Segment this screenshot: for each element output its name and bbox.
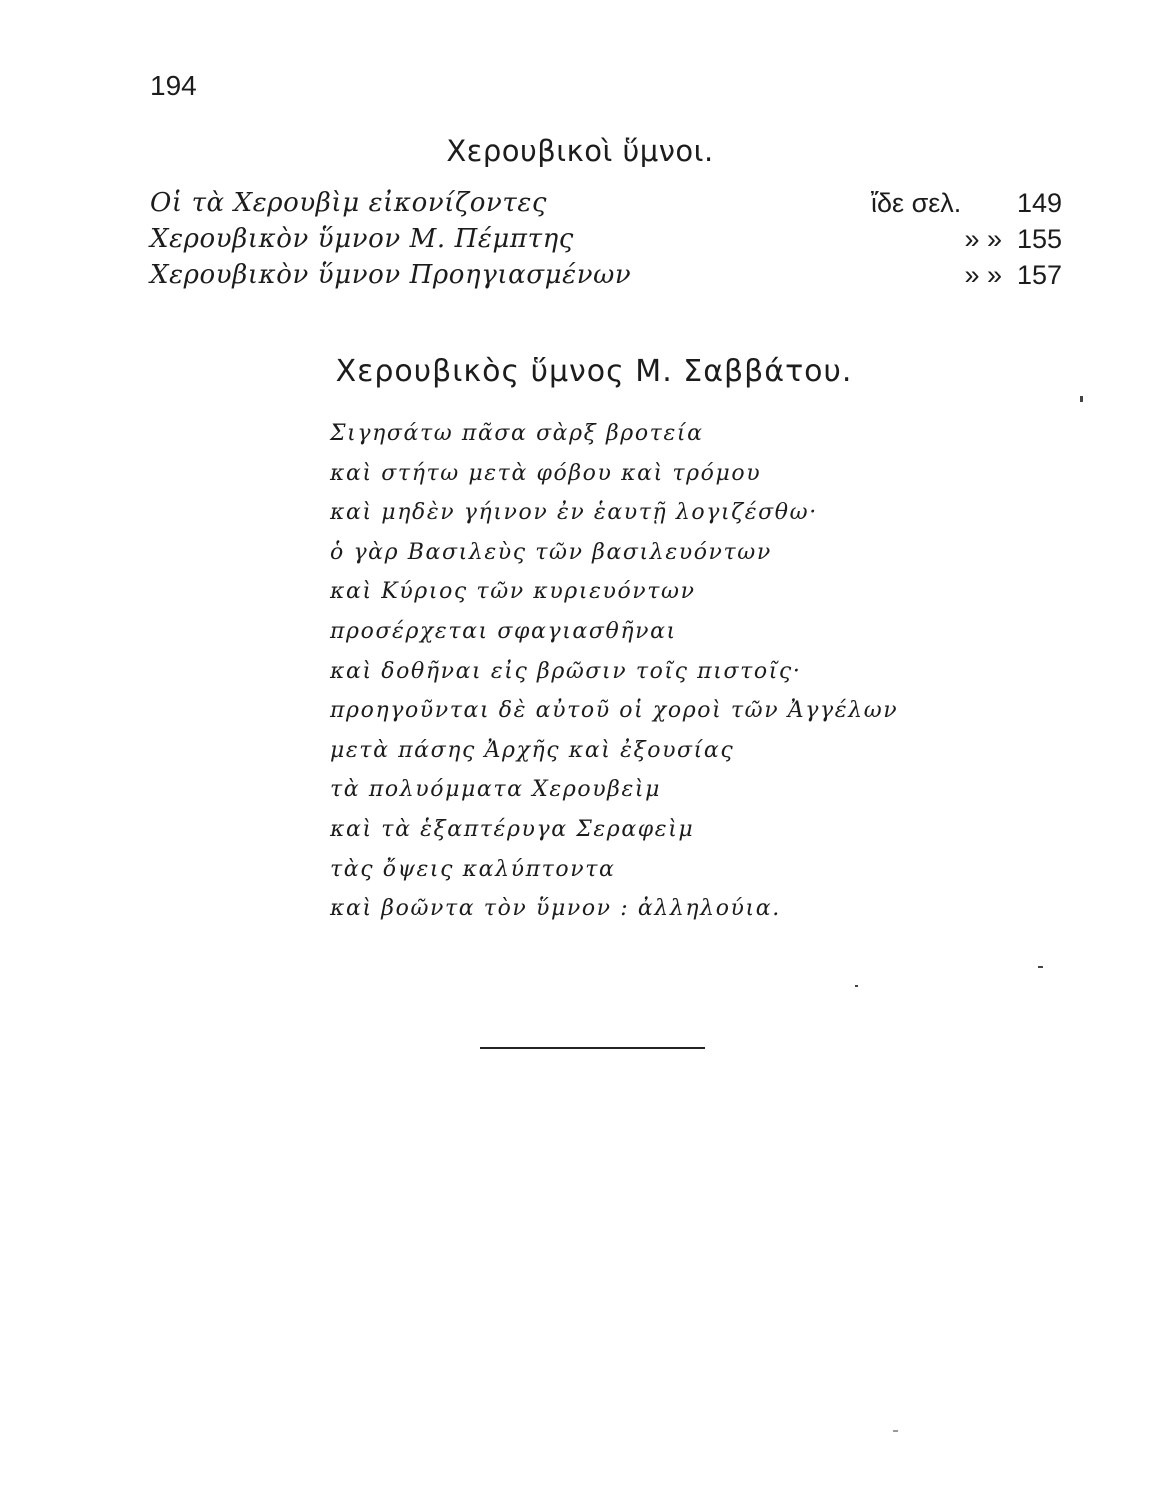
toc-entry-page: 149 — [1016, 188, 1062, 218]
hymn-line: καὶ βοῶντα τὸν ὕμνον : ἀλληλούια. — [330, 896, 781, 922]
toc-entry-ref — [871, 221, 1062, 257]
toc-entry-title: Οἱ τὰ Χερουβὶμ εἰκονίζοντες — [150, 188, 548, 218]
toc-entry-ref — [871, 185, 1062, 221]
scan-speck — [855, 985, 858, 987]
toc-entry-page: 157 — [1016, 260, 1062, 290]
scan-speck — [893, 1430, 898, 1432]
toc-entry — [150, 185, 1062, 221]
hymn-line: καὶ Κύριος τῶν κυριευόντων — [330, 579, 696, 605]
toc-entry-ditto-marks: » » — [964, 224, 1002, 254]
hymn-line: καὶ δοθῆναι εἰς βρῶσιν τοῖς πιστοῖς· — [330, 658, 802, 684]
scan-speck — [1038, 966, 1043, 968]
hymn-line: καὶ τὰ ἑξαπτέρυγα Σεραφεὶμ — [330, 816, 695, 842]
toc-entry-ditto-marks: » » — [964, 260, 1002, 290]
hymn-line: τὰ πολυόμματα Χερουβεὶμ — [330, 777, 662, 803]
toc-entry — [150, 221, 1062, 257]
hymn-line: Σιγησάτω πᾶσα σὰρξ βροτεία — [330, 421, 704, 446]
hymn-line: μετὰ πάσης Ἀρχῆς καὶ ἐξουσίας — [330, 737, 735, 763]
toc-entry-title: Χερουβικὸν ὕμνον Προηγιασμένων — [150, 260, 632, 290]
toc-entry-ref — [871, 257, 1062, 293]
section-heading-cherubic-hymns: Χερουβικοὶ ὕμνοι. — [446, 134, 714, 168]
section-heading-holy-saturday-hymn: Χερουβικὸς ὕμνος Μ. Σαββάτου. — [335, 354, 853, 389]
scan-speck — [1080, 396, 1083, 402]
hymn-line: καὶ στήτω μετὰ φόβου καὶ τρόμου — [330, 460, 762, 486]
hymn-line: προηγοῦνται δὲ αὐτοῦ οἱ χοροὶ τῶν Ἀγγέλων — [330, 698, 899, 724]
end-rule — [480, 1047, 705, 1049]
toc-entry — [150, 257, 1062, 293]
toc-list — [150, 185, 1062, 293]
toc-entry-page: 155 — [1016, 224, 1062, 254]
toc-entry-title: Χερουβικὸν ὕμνον Μ. Πέμπτης — [150, 224, 574, 254]
hymn-line: καὶ μηδὲν γήινον ἐν ἑαυτῇ λογιζέσθω· — [330, 500, 818, 526]
hymn-line: ὁ γὰρ Βασιλεὺς τῶν βασιλευόντων — [330, 539, 772, 565]
hymn-line: προσέρχεται σφαγιασθῆναι — [330, 618, 677, 644]
page-number: 194 — [150, 70, 197, 101]
toc-entry-see-label: ἴδε σελ. — [871, 188, 962, 218]
hymn-line: τὰς ὄψεις καλύπτοντα — [330, 856, 616, 882]
hymn-text — [330, 414, 898, 929]
